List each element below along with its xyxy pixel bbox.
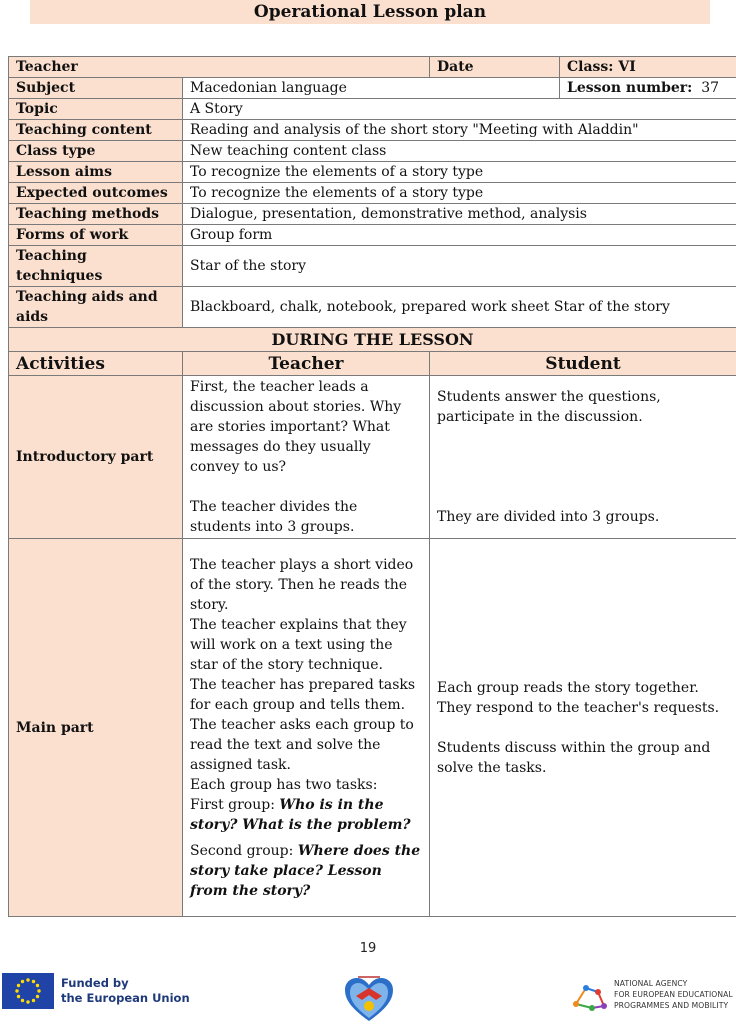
aims-value: To recognize the elements of a story type	[183, 162, 736, 183]
main-student-text-2: Students discuss within the group and solve the tasks.	[437, 739, 711, 776]
row-topic	[9, 99, 736, 120]
group2-questions: Where does the story take place? Lesson from the story?	[190, 842, 421, 899]
methods-value: Dialogue, presentation, demonstrative method, analysis	[183, 204, 736, 225]
row-teacher	[9, 57, 736, 78]
teacher-heading: Teacher	[183, 352, 430, 376]
main-teacher-text-1: The teacher plays a short video of the story. Then he reads the story.	[190, 556, 414, 613]
row-class-type	[9, 141, 736, 162]
intro-student-text: Students answer the questions, participate in the discussion.	[437, 389, 661, 425]
row-outcomes	[9, 183, 736, 204]
row-introductory	[9, 376, 736, 539]
class-label: Class: VI	[560, 57, 736, 78]
main-student-text-1: Each group reads the story together. They respond to the teacher's requests.	[437, 679, 720, 716]
intro-teacher-groups-text: The teacher divides the students into 3 groups.	[190, 499, 358, 535]
intro-teacher-text: First, the teacher leads a discussion about stories. Why are stories important? What messages do they usually convey to us?	[190, 379, 402, 475]
methods-label: Teaching methods	[9, 204, 183, 225]
eu-text-line-1: Funded by	[61, 976, 129, 990]
group1-questions: Who is in the story? What is the problem?	[190, 796, 411, 833]
group2-tasks	[190, 841, 422, 901]
agency-network-icon	[570, 978, 610, 1014]
project-heart-logo	[342, 974, 396, 1024]
subject-value: Macedonian language	[183, 78, 560, 99]
class-type-value: New teaching content class	[183, 141, 736, 162]
intro-teacher-cell	[183, 376, 430, 539]
row-forms	[9, 225, 736, 246]
topic-value: A Story	[183, 99, 736, 120]
intro-student-groups-text: They are divided into 3 groups.	[437, 509, 660, 525]
main-part-label: Main part	[9, 539, 183, 917]
row-techniques	[9, 246, 736, 287]
page-title: Operational Lesson plan	[30, 0, 710, 24]
group2-prefix: Second group:	[190, 842, 298, 859]
main-teacher-text-4: The teacher asks each group to read the text and solve the assigned task.	[190, 716, 414, 773]
group1-prefix: First group:	[190, 796, 280, 813]
aids-value: Blackboard, chalk, notebook, prepared work sheet Star of the story	[183, 287, 736, 328]
eu-flag-icon	[2, 973, 54, 1009]
techniques-label: Teaching techniques	[9, 246, 183, 287]
lesson-plan-table	[8, 56, 736, 917]
eu-text-line-2: the European Union	[61, 991, 190, 1005]
row-methods	[9, 204, 736, 225]
aids-label: Teaching aids and aids	[9, 287, 183, 328]
outcomes-value: To recognize the elements of a story type	[183, 183, 736, 204]
subject-label: Subject	[9, 78, 183, 99]
main-student-cell	[430, 539, 736, 917]
forms-value: Group form	[183, 225, 736, 246]
date-label: Date	[430, 57, 560, 78]
forms-label: Forms of work	[9, 225, 183, 246]
introductory-label: Introductory part	[9, 376, 183, 539]
page-number: 19	[359, 941, 377, 956]
teacher-label: Teacher	[9, 57, 430, 78]
agency-name	[614, 978, 733, 1011]
group1-tasks	[190, 795, 422, 835]
lesson-number-label: Lesson number:	[567, 80, 693, 96]
lesson-number-value: 37	[701, 80, 720, 96]
row-column-headers	[9, 352, 736, 376]
class-type-label: Class type	[9, 141, 183, 162]
row-content	[9, 120, 736, 141]
row-aids	[9, 287, 736, 328]
activities-heading: Activities	[9, 352, 183, 376]
during-lesson-heading: DURING THE LESSON	[9, 328, 736, 352]
main-teacher-text-5: Each group has two tasks:	[190, 776, 378, 793]
agency-line-3: PROGRAMMES AND MOBILITY	[614, 1001, 729, 1010]
row-aims	[9, 162, 736, 183]
topic-label: Topic	[9, 99, 183, 120]
main-teacher-text-3: The teacher has prepared tasks for each group and tells them.	[190, 676, 416, 713]
row-subject	[9, 78, 736, 99]
main-teacher-cell	[183, 539, 430, 917]
main-teacher-text-2: The teacher explains that they will work on a text using the star of the story technique.	[190, 616, 407, 673]
eu-funding-logo	[2, 972, 202, 1012]
techniques-value: Star of the story	[183, 246, 736, 287]
agency-line-2: FOR EUROPEAN EDUCATIONAL	[614, 990, 733, 999]
lesson-number-cell	[560, 78, 736, 99]
row-section-title	[9, 328, 736, 352]
row-main	[9, 539, 736, 917]
intro-student-cell	[430, 376, 736, 539]
outcomes-label: Expected outcomes	[9, 183, 183, 204]
agency-line-1: NATIONAL AGENCY	[614, 979, 688, 988]
national-agency-logo	[570, 976, 736, 1016]
student-heading: Student	[430, 352, 736, 376]
eu-funding-text	[61, 976, 190, 1006]
content-value: Reading and analysis of the short story "Meeting with Aladdin"	[183, 120, 736, 141]
content-label: Teaching content	[9, 120, 183, 141]
aims-label: Lesson aims	[9, 162, 183, 183]
